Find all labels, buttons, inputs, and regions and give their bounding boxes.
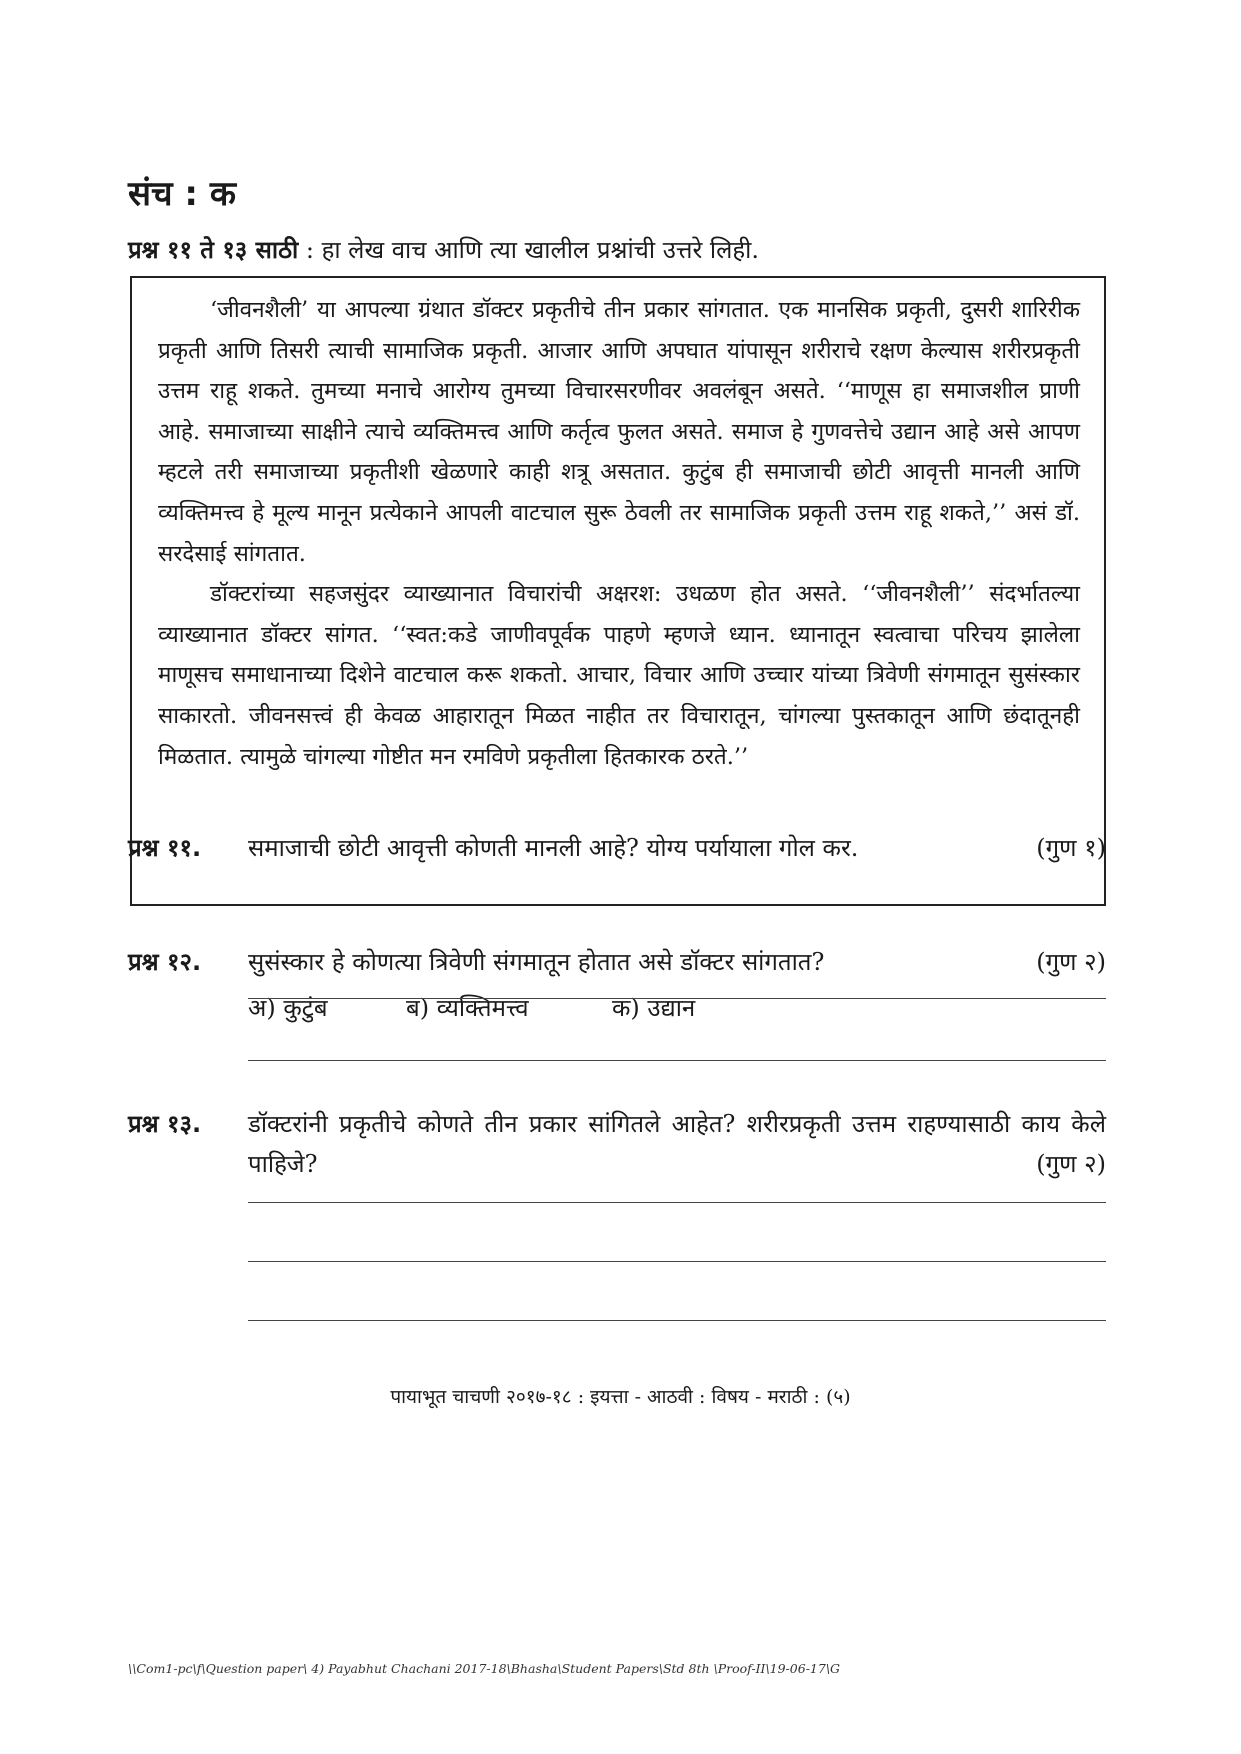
answer-options <box>248 988 695 1028</box>
set-title: संच : क <box>128 174 236 214</box>
option-b[interactable]: ब) व्यक्तिमत्त्व <box>406 994 529 1022</box>
passage-paragraph-2: डॉक्टरांच्या सहजसुंदर व्याख्यानात विचारांची अक्षरश: उधळण होत असते. ‘‘जीवनशैली’’ संदर्भातल्या व्याख्यानात डॉक्टर सांगत. ‘‘स्वत:कडे जाणीवपूर्वक पाहणे म्हणजे ध्यान. ध्यानातून स्वत्वाचा परिचय झालेला माणूसच समाधानाच्या दिशेने वाटचाल करू शकतो. आचार, विचार आणि उच्चार यांच्या त्रिवेणी संगमातून सुसंस्कार साकारतो. जीवनसत्त्वं ही केवळ आहारातून मिळत नाहीत तर विचारातून, चांगल्या पुस्तकातून आणि छंदातूनही मिळतात. त्यामुळे चांगल्या गोष्टीत मन रमविणे प्रकृतीला हितकारक ठरते.’’ <box>158 581 1080 770</box>
question-text: सुसंस्कार हे कोणत्या त्रिवेणी संगमातून होतात असे डॉक्टर सांगतात? <box>248 948 825 976</box>
question-12 <box>128 942 1106 982</box>
answer-line[interactable] <box>248 1202 1106 1203</box>
question-number: प्रश्न १२. <box>128 948 202 976</box>
passage-paragraph-1: ‘जीवनशैली’ या आपल्या ग्रंथात डॉक्टर प्रकृतीचे तीन प्रकार सांगतात. एक मानसिक प्रकृती, दुसरी शारिरीक प्रकृती आणि तिसरी त्याची सामाजिक प्रकृती. आजार आणि अपघात यांपासून शरीराचे रक्षण केल्यास शरीरप्रकृती उत्तम राहू शकते. तुमच्या मनाचे आरोग्य तुमच्या विचारसरणीवर अवलंबून असते. ‘‘माणूस हा समाजशील प्राणी आहे. समाजाच्या साक्षीने त्याचे व्यक्तिमत्त्व आणि कर्तृत्व फुलत असते. समाज हे गुणवत्तेचे उद्यान आहे असे आपण म्हटले तरी समाजाच्या प्रकृतीशी खेळणारे काही शत्रू असतात. कुटुंब ही समाजाची छोटी आवृत्ती मानली आणि व्यक्तिमत्त्व हे मूल्य मानून प्रत्येकाने आपली वाटचाल सुरू ठेवली तर सामाजिक प्रकृती उत्तम राहू शकते,’’ असं डॉ. सरदेसाई सांगतात. <box>158 297 1080 567</box>
question-marks: (गुण २) <box>1036 1150 1106 1178</box>
file-path: \\Com1-pc\f\Question paper\ 4) Payabhut Chachani 2017-18\Bhasha\Student Papers\Std 8th \Proof-II\19-06-17\G <box>128 1661 841 1676</box>
option-c[interactable]: क) उद्यान <box>612 994 696 1022</box>
instruction-text: : हा लेख वाच आणि त्या खालील प्रश्नांची उत्तरे लिही. <box>298 236 760 264</box>
question-marks: (गुण १) <box>1036 834 1106 862</box>
question-marks: (गुण २) <box>1036 948 1106 976</box>
answer-line[interactable] <box>248 1060 1106 1061</box>
option-a[interactable]: अ) कुटुंब <box>248 994 328 1022</box>
answer-line[interactable] <box>248 998 1106 999</box>
question-number: प्रश्न १३. <box>128 1110 202 1138</box>
question-number: प्रश्न ११. <box>128 834 202 862</box>
page-footer: पायाभूत चाचणी २०१७-१८ : इयत्ता - आठवी : विषय - मराठी : (५) <box>390 1386 851 1408</box>
answer-line[interactable] <box>248 1261 1106 1262</box>
instruction-range: प्रश्न ११ ते १३ साठी <box>128 236 299 264</box>
question-13 <box>128 1104 1106 1184</box>
answer-line[interactable] <box>248 1320 1106 1321</box>
question-text: डॉक्टरांनी प्रकृतीचे कोणते तीन प्रकार सांगितले आहेत? शरीरप्रकृती उत्तम राहण्यासाठी काय केले पाहिजे? <box>248 1110 1106 1178</box>
question-text: समाजाची छोटी आवृत्ती कोणती मानली आहे? योग्य पर्यायाला गोल कर. <box>248 834 859 862</box>
question-11 <box>128 828 1106 868</box>
reading-passage <box>130 276 1106 906</box>
section-instruction <box>128 232 1108 268</box>
